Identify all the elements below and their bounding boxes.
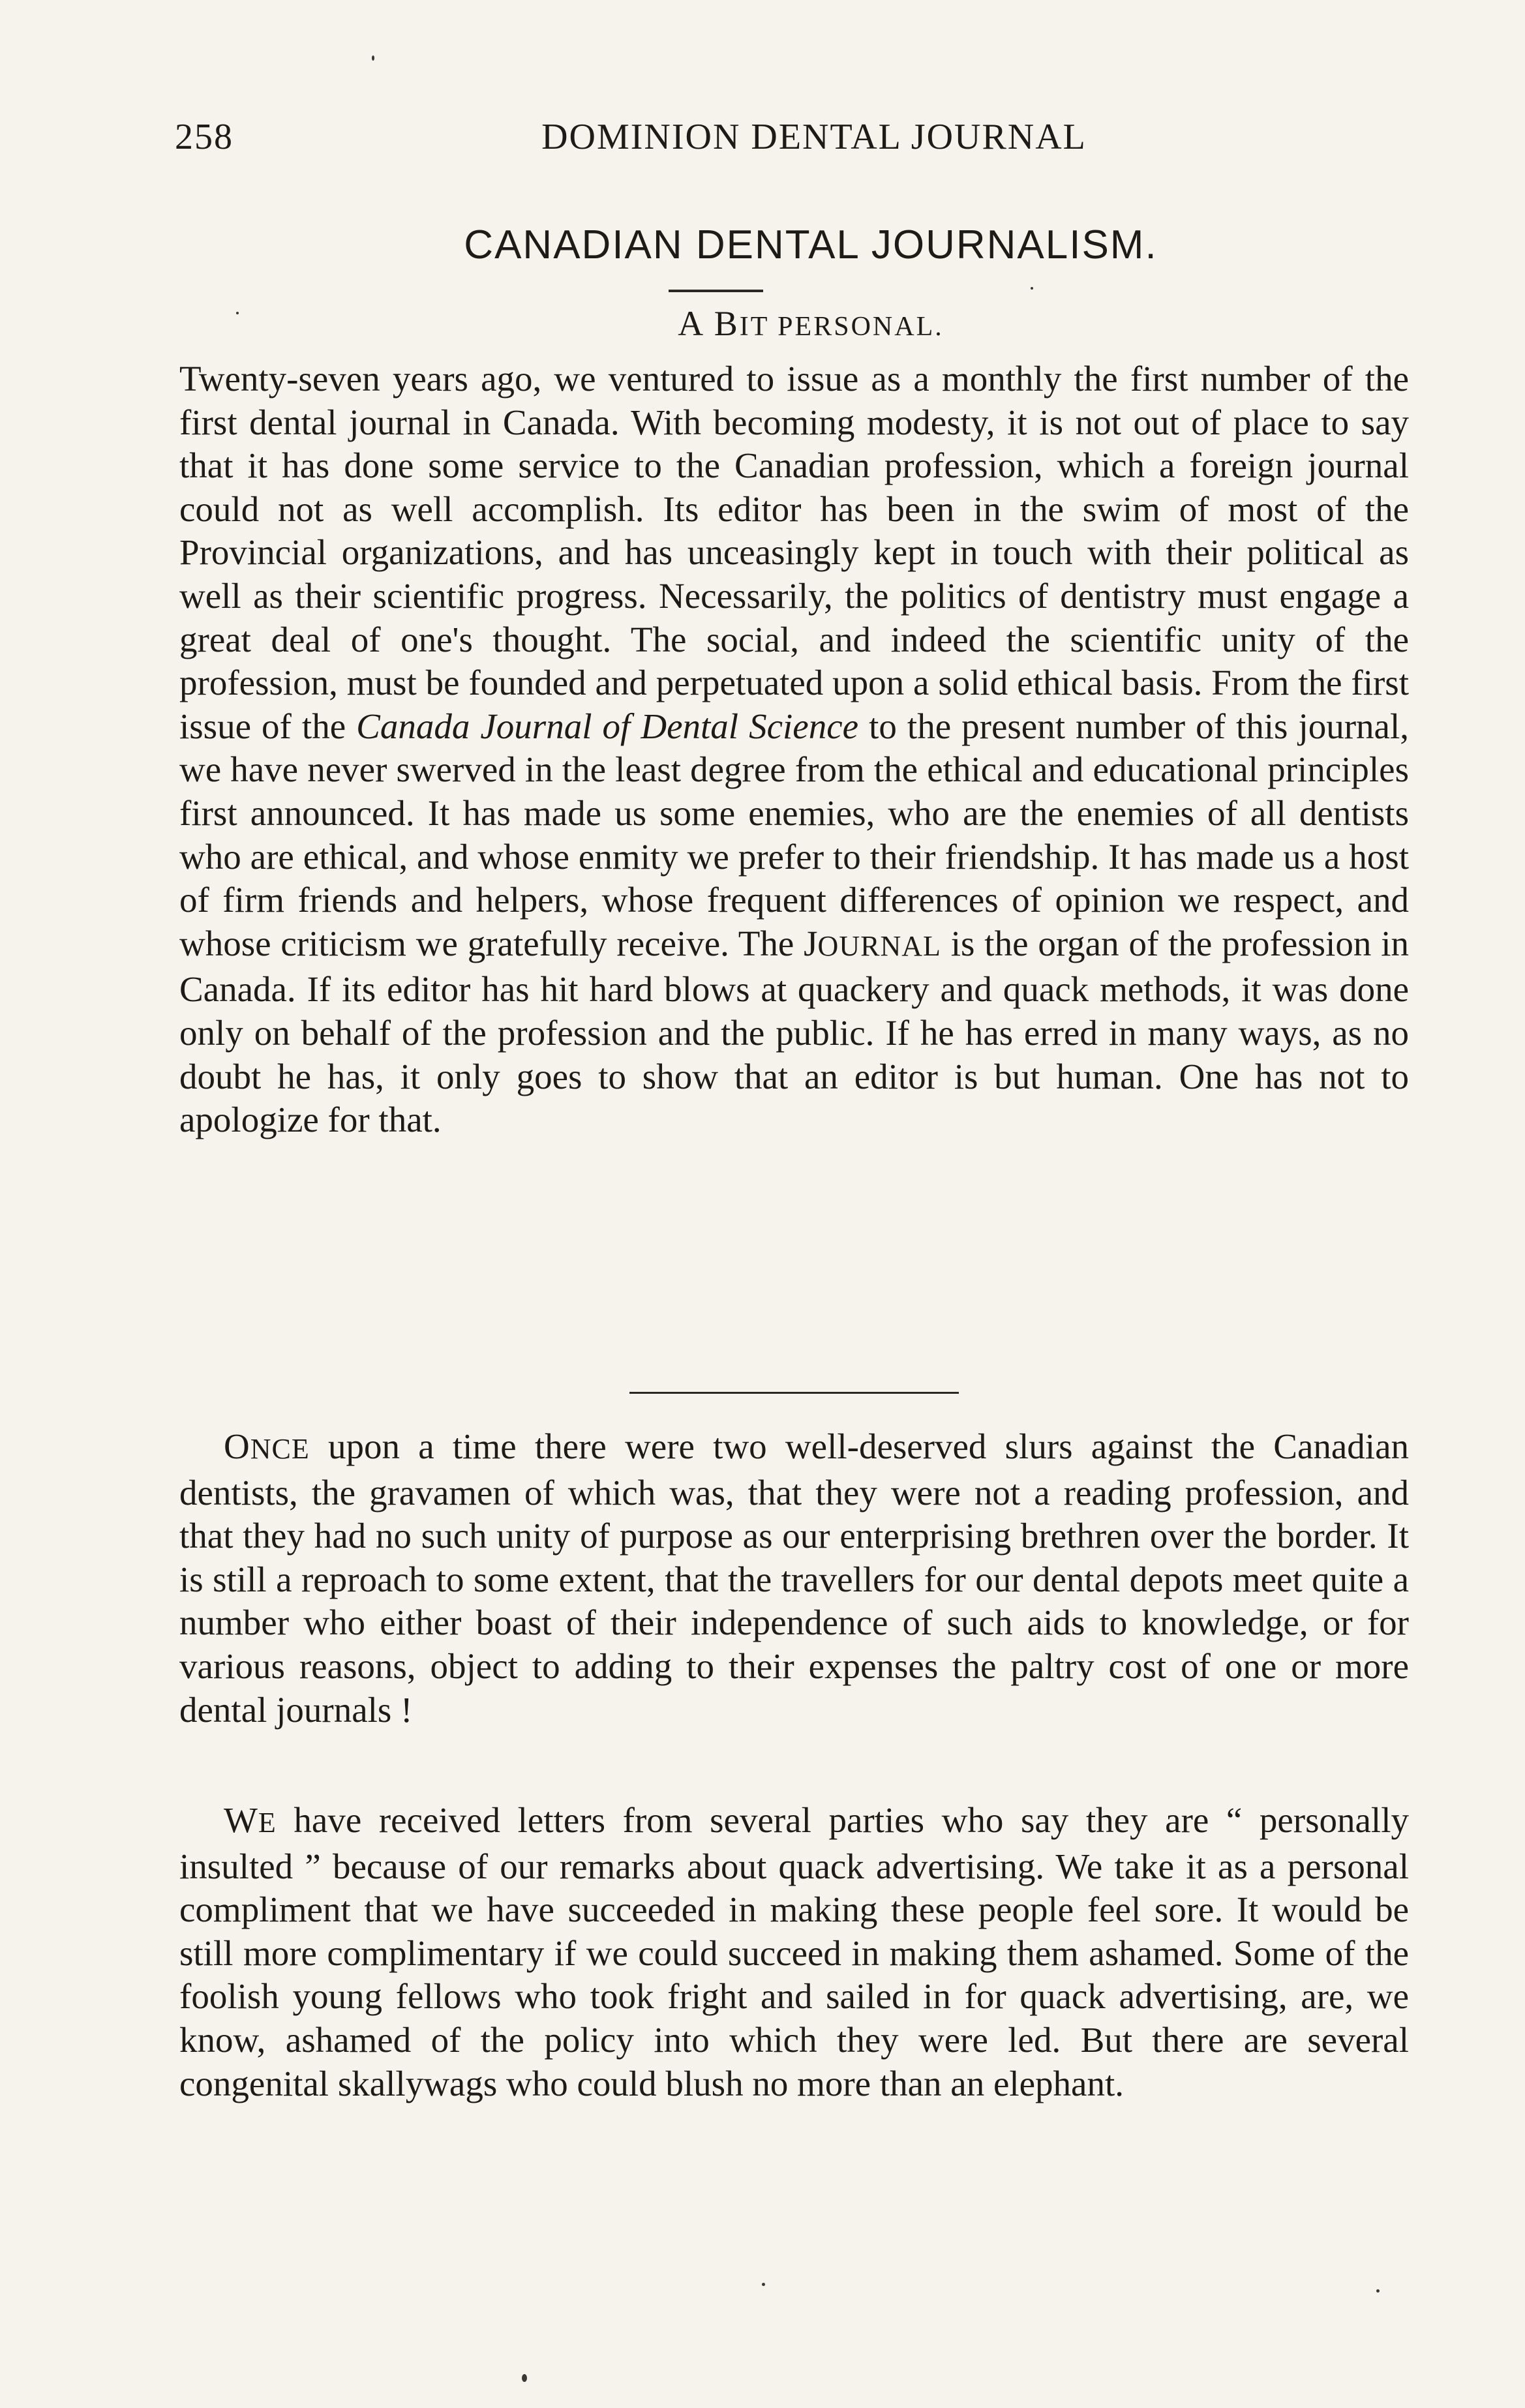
note-paragraph-we — [179, 1799, 1409, 2105]
note-text: have received letters from several parties who say they are “ personally insulted ” because of our remarks about quack advertising. We take it as a personal compliment that we have succeeded in making these people feel sore. It would be still more complimentary if we could succeed in making them ashamed. Some of the foolish young fellows who took fright and sailed in for quack advertising, are, we know, ashamed of the policy into which they were led. But there are several congenital skallywags who could blush no more than an elephant. — [179, 1800, 1409, 2103]
para1-part1: Twenty-seven years ago, we ventured to issue as a monthly the first number of the first dental journal in Canada. With becoming modesty, it is not out of place to say that it has done some service to the Canadian profession, which a foreign journal could not as well accomplish. Its editor has been in the swim of most of the Provincial organizations, and has unceasingly kept in touch with their political as well as their scientific progress. Necessarily, the politics of dentistry must engage a great deal of one's thought. The social, and indeed the scientific unity of the profession, must be founded and perpetuated upon a solid ethical basis. From the first issue of the — [179, 359, 1409, 746]
ink-speck — [236, 312, 239, 314]
section-separator-rule — [629, 1392, 959, 1394]
running-head — [175, 116, 1408, 168]
article-title: CANADIAN DENTAL JOURNALISM. — [464, 222, 1158, 267]
note-lead-smallcaps: E — [258, 1807, 277, 1839]
note-lead-we — [224, 1800, 277, 1840]
note-paragraph-once — [179, 1425, 1409, 1732]
journal-title: DOMINION DENTAL JOURNAL — [541, 117, 1087, 157]
subtitle-first: A B — [678, 304, 740, 343]
ink-speck — [1376, 2289, 1380, 2293]
journal-word-smallcaps: OURNAL — [817, 929, 941, 962]
note-text: upon a time there were two well-deserved slurs against the Canadian dentists, the gravamen of which was, that they were not a reading profession, and that they had no such unity of purpose as our enterprising brethren over the border. It is still a reproach to some extent, that the travellers for our dental depots meet quite a number who either boast of their independence of such aids to knowledge, or for various reasons, object to adding to their expenses the paltry cost of one or more dental journals ! — [179, 1426, 1409, 1730]
para1-part2: to the present number of this journal, we have never swerved in the least degree from the ethical and educational principles first announced. It has made us some enemies, who are the enemies of all dentists who are ethical, and whose enmity we prefer to their friendship. It has made us a host of firm friends and helpers, whose frequent differences of opinion we respect, and whose criticism we gratefully receive. The — [179, 706, 1409, 963]
article-subtitle — [175, 303, 1408, 344]
para1-part3: is the organ of the profession in Canada. If its editor has hit hard blows at quackery and quack methods, it was done only on behalf of the profession and the public. If he has erred in many ways, as no doubt he has, it only goes to show that an editor is but human. One has not to apologize for that. — [179, 923, 1409, 1140]
note-lead-cap: W — [224, 1800, 258, 1840]
ink-speck — [372, 55, 374, 61]
journal-name-italic: Canada Journal of Dental Science — [356, 706, 859, 746]
ink-speck — [522, 2374, 527, 2382]
note-lead-smallcaps: NCE — [250, 1433, 310, 1465]
note-lead-once — [224, 1426, 310, 1466]
ink-speck — [1031, 287, 1033, 290]
subtitle-rest: IT P — [739, 312, 795, 342]
title-rule — [669, 290, 763, 292]
note-lead-cap: O — [224, 1426, 250, 1466]
ink-speck — [762, 2283, 765, 2286]
page-number: 258 — [175, 117, 234, 157]
article-body-paragraph — [179, 357, 1409, 1142]
subtitle-rest2: ERSONAL. — [794, 312, 944, 342]
journal-word-cap: J — [804, 923, 818, 963]
